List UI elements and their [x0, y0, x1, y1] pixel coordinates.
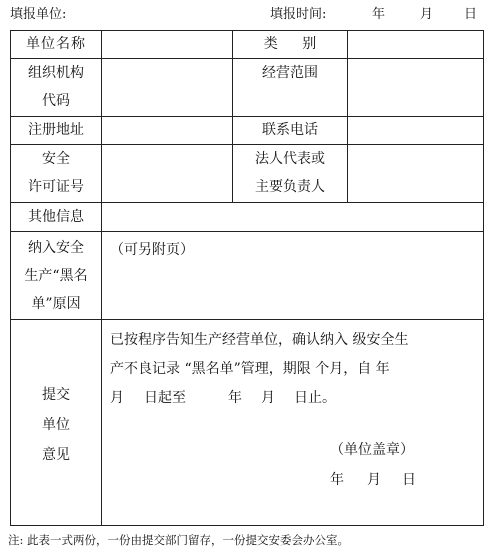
seal-date-month: 月 — [367, 472, 381, 488]
reg-address-label: 注册地址 — [28, 122, 84, 138]
legal-rep-label-line1: 法人代表或 — [255, 151, 325, 167]
blacklist-reason-label-line2: 生产“黑名 — [24, 268, 88, 284]
footer-note: 注: 此表一式两份，一份由提交部门留存，一份提交安委会办公室。 — [8, 533, 350, 547]
legal-rep-label — [233, 145, 347, 202]
business-scope-label: 经营范围 — [262, 65, 318, 81]
seal-date-year: 年 — [330, 472, 344, 488]
fill-unit-label: 填报单位: — [10, 7, 67, 22]
org-code-label — [11, 59, 101, 116]
org-code-label-line1: 组织机构 — [28, 65, 84, 81]
org-code-label-line2: 代码 — [42, 93, 70, 109]
table-border-right — [483, 30, 484, 526]
seal-label: （单位盖章） — [330, 442, 414, 458]
row-divider-6 — [10, 319, 484, 320]
category-label: 类 别 — [263, 36, 317, 52]
fill-time-label: 填报时间: — [270, 7, 327, 22]
safety-permit-label — [11, 145, 101, 202]
blacklist-reason-label-line3: 单”原因 — [31, 296, 81, 312]
legal-rep-label-line2: 主要负责人 — [255, 179, 325, 195]
table-border-bottom — [10, 525, 484, 526]
submit-opinion-label-line2: 单位 — [42, 417, 70, 433]
submit-opinion-label-line3: 意见 — [42, 447, 70, 463]
unit-name-label: 单位名称 — [26, 36, 86, 52]
column-divider-1 — [101, 30, 102, 526]
submit-opinion-label — [11, 380, 101, 470]
opinion-line-1-text: 已按程序告知生产经营单位，确认纳入 级安全生 — [110, 332, 409, 348]
row-divider-5 — [10, 231, 484, 232]
opinion-line-3-year: 年 — [228, 390, 242, 406]
fill-time-day: 日 — [464, 7, 478, 22]
opinion-line-2-text: 产不良记录 “黑名单”管理，期限 个月，自 年 — [110, 361, 390, 377]
opinion-line-3-day-end: 日止。 — [294, 390, 336, 406]
safety-permit-label-line2: 许可证号 — [28, 179, 84, 195]
opinion-line-3-month: 月 — [110, 390, 124, 406]
seal-date — [330, 468, 450, 492]
fill-time-year: 年 — [372, 7, 386, 22]
seal-date-day: 日 — [402, 472, 416, 488]
fill-time-month: 月 — [420, 7, 434, 22]
attach-note: （可另附页） — [110, 242, 194, 258]
safety-permit-label-line1: 安全 — [42, 151, 70, 167]
opinion-line-2 — [110, 355, 482, 384]
opinion-line-3-day-start: 日起至 — [144, 390, 186, 406]
blacklist-reason-label-line1: 纳入安全 — [28, 240, 84, 256]
other-info-label: 其他信息 — [28, 209, 84, 225]
submit-opinion-label-line1: 提交 — [42, 387, 70, 403]
opinion-line-3-month2: 月 — [261, 390, 275, 406]
opinion-line-3 — [110, 384, 482, 413]
opinion-line-1 — [110, 326, 482, 355]
opinion-text — [110, 326, 482, 413]
phone-label: 联系电话 — [262, 122, 318, 138]
blacklist-reason-label — [11, 234, 101, 319]
